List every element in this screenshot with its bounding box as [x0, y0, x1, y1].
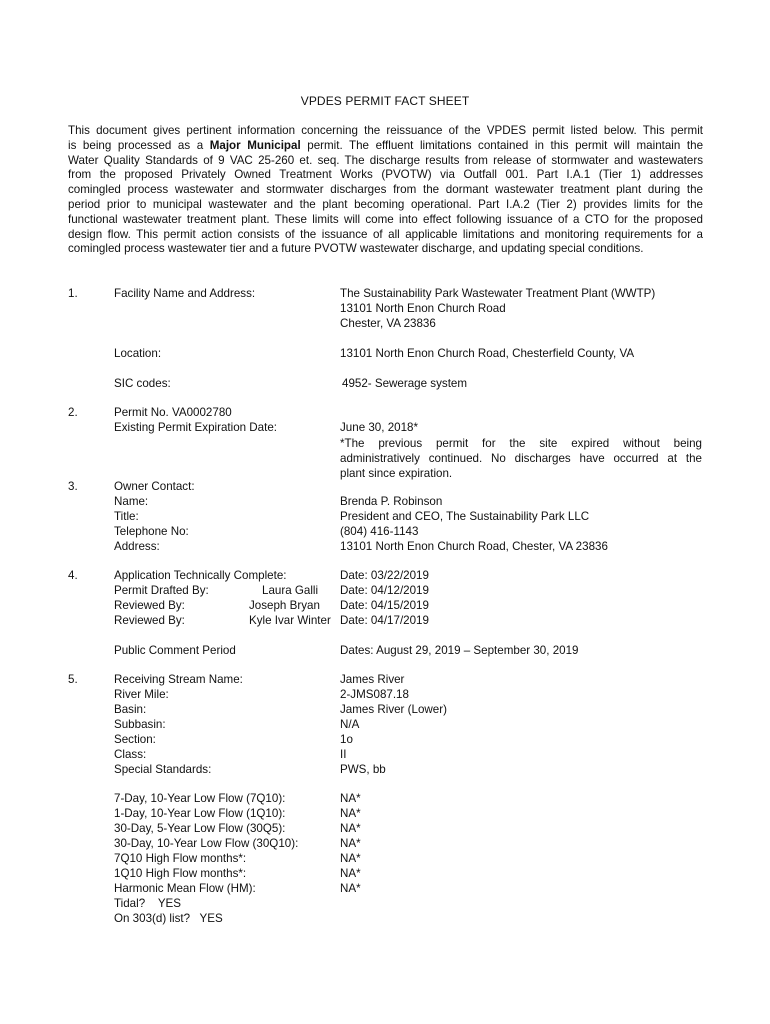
reviewed-date: Date: 04/15/2019: [340, 599, 429, 612]
location-value: 13101 North Enon Church Road, Chesterfield County, VA: [340, 347, 635, 360]
section-number: 1.: [68, 287, 78, 300]
section-label: Section:: [114, 733, 156, 746]
class-value: II: [340, 748, 347, 761]
address-value: 13101 North Enon Church Road, Chester, VA 23836: [340, 540, 608, 553]
intro-bold-text: Major Municipal: [209, 138, 301, 152]
section-number: 2.: [68, 406, 78, 419]
intro-line: Water Quality Standards of 9 VAC 25-260 et. seq. The discharge results from release of stormwater and wastewaters: [68, 153, 703, 167]
location-label: Location:: [114, 347, 162, 360]
title-label: Title:: [114, 510, 139, 523]
flow-label: Harmonic Mean Flow (HM):: [114, 882, 256, 895]
address-label: Address:: [114, 540, 160, 553]
list-303d-status: On 303(d) list? YES: [114, 912, 223, 925]
facility-address-line: 13101 North Enon Church Road: [340, 302, 506, 315]
basin-value: James River (Lower): [340, 703, 447, 716]
section-number: 4.: [68, 569, 78, 582]
intro-text: permit. The effluent limitations contained in this permit will maintain the: [300, 138, 704, 152]
flow-value: NA*: [340, 807, 361, 820]
flow-label: 7-Day, 10-Year Low Flow (7Q10):: [114, 792, 286, 805]
sic-label: SIC codes:: [114, 377, 171, 390]
telephone-value: (804) 416-1143: [340, 525, 419, 538]
drafted-date: Date: 04/12/2019: [340, 584, 429, 597]
flow-label: 1Q10 High Flow months*:: [114, 867, 247, 880]
section-number: 3.: [68, 480, 78, 493]
note-line: administratively continued. No discharges have occurred at the: [340, 452, 702, 465]
facility-name: The Sustainability Park Wastewater Treatment Plant (WWTP): [340, 287, 656, 300]
intro-line: functional wastewater treatment plant. These limits will come into effect following issuance of a CTO for the proposed: [68, 212, 703, 226]
facility-address-line: Chester, VA 23836: [340, 317, 436, 330]
reviewed-by-label: Reviewed By:: [114, 599, 185, 612]
flow-value: NA*: [340, 792, 361, 805]
intro-paragraph: [68, 124, 703, 257]
expiration-label: Existing Permit Expiration Date:: [114, 421, 278, 434]
flow-value: NA*: [340, 882, 361, 895]
expiration-value: June 30, 2018*: [340, 421, 419, 434]
note-line: plant since expiration.: [340, 467, 453, 480]
river-mile-label: River Mile:: [114, 688, 169, 701]
stream-name-value: James River: [340, 673, 405, 686]
page-title: VPDES PERMIT FACT SHEET: [300, 94, 470, 108]
application-complete-label: Application Technically Complete:: [114, 569, 287, 582]
reviewed-by-name: Joseph Bryan: [249, 599, 320, 612]
flow-value: NA*: [340, 852, 361, 865]
public-comment-label: Public Comment Period: [114, 644, 236, 657]
subbasin-label: Subbasin:: [114, 718, 166, 731]
note-line: *The previous permit for the site expired without being: [340, 437, 702, 450]
section-value: 1o: [340, 733, 353, 746]
sic-value: 4952- Sewerage system: [342, 377, 468, 390]
drafted-by-name: Laura Galli: [262, 584, 319, 597]
intro-line: comingled process wastewater tier and a future PVOTW wastewater discharge, and updating special conditions.: [68, 242, 644, 256]
section-number: 5.: [68, 673, 78, 686]
facility-label: Facility Name and Address:: [114, 287, 256, 300]
basin-label: Basin:: [114, 703, 147, 716]
intro-text: is being processed as a: [68, 138, 210, 152]
class-label: Class:: [114, 748, 147, 761]
intro-line: This document gives pertinent information concerning the reissuance of the VPDES permit listed below. This permit: [68, 124, 703, 137]
drafted-by-label: Permit Drafted By:: [114, 584, 209, 597]
flow-value: NA*: [340, 837, 361, 850]
name-label: Name:: [114, 495, 149, 508]
stream-name-label: Receiving Stream Name:: [114, 673, 243, 686]
flow-label: 7Q10 High Flow months*:: [114, 852, 247, 865]
flow-value: NA*: [340, 867, 361, 880]
intro-line: period prior to municipal wastewater and the plant becoming operational. Part I.A.2 (Tier 2) provides limits for the: [68, 197, 703, 211]
subbasin-value: N/A: [340, 718, 360, 731]
special-standards-value: PWS, bb: [340, 763, 386, 776]
intro-line: [68, 139, 703, 154]
river-mile-value: 2-JMS087.18: [340, 688, 409, 701]
intro-line: design flow. This permit action consists of the issuance of all applicable limitations and monitoring requirements for a: [68, 227, 703, 241]
title-value: President and CEO, The Sustainability Park LLC: [340, 510, 590, 523]
telephone-label: Telephone No:: [114, 525, 189, 538]
tidal-status: Tidal? YES: [114, 897, 182, 910]
permit-number: Permit No. VA0002780: [114, 406, 232, 419]
reviewed-by-label: Reviewed By:: [114, 614, 185, 627]
public-comment-dates: Dates: August 29, 2019 – September 30, 2019: [340, 644, 579, 657]
flow-label: 1-Day, 10-Year Low Flow (1Q10):: [114, 807, 286, 820]
intro-line: from the proposed Privately Owned Treatment Works (PVOTW) via Outfall 001. Part I.A.1 (Tier 1) addresses: [68, 168, 703, 182]
flow-label: 30-Day, 5-Year Low Flow (30Q5):: [114, 822, 286, 835]
reviewed-date: Date: 04/17/2019: [340, 614, 429, 627]
reviewed-by-name: Kyle Ivar Winter: [249, 614, 331, 627]
owner-contact-label: Owner Contact:: [114, 480, 195, 493]
application-complete-date: Date: 03/22/2019: [340, 569, 429, 582]
name-value: Brenda P. Robinson: [340, 495, 443, 508]
special-standards-label: Special Standards:: [114, 763, 212, 776]
expiration-note: [340, 436, 702, 481]
intro-line: comingled process wastewater and stormwater discharges from the dormant wastewater treatment plant during the: [68, 183, 703, 197]
flow-label: 30-Day, 10-Year Low Flow (30Q10):: [114, 837, 299, 850]
flow-value: NA*: [340, 822, 361, 835]
